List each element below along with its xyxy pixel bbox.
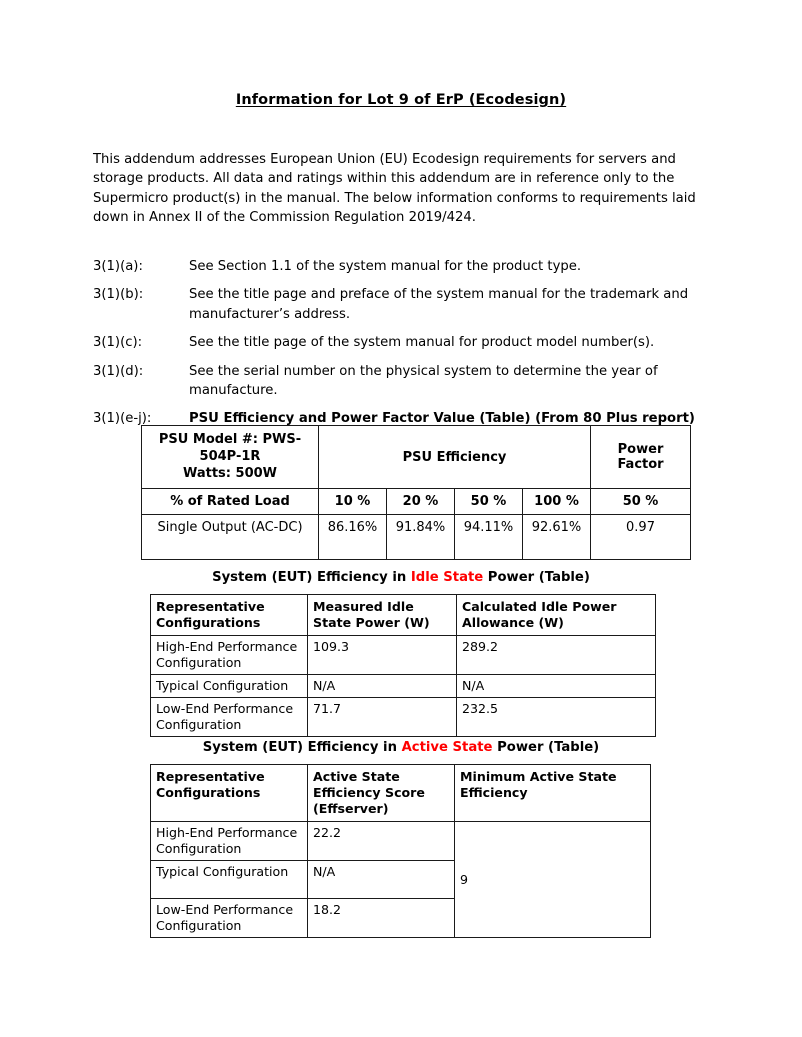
clause-row [93,257,713,276]
clause-text: PSU Efficiency and Power Factor Value (Table) (From 80 Plus report) [189,411,695,427]
table-header-row [151,595,656,636]
table-row [151,822,651,861]
intro-paragraph: This addendum addresses European Union (EU) Ecodesign requirements for servers and storage products. All data and ratings within this addendum are in reference only to the Supermicro product(s) in the manual. The below information conforms to requirements laid down in Annex II of the Commission Regulation 2019/424. [93,152,696,226]
psu-efficiency-50: 94.11% [455,515,523,560]
active-score-typical: N/A [308,861,455,899]
idle-state-table [150,594,656,737]
psu-efficiency-100: 92.61% [523,515,591,560]
idle-allowance-high-end: 289.2 [457,636,656,675]
active-score-high-end: 22.2 [308,822,455,861]
active-state-heading [0,740,802,755]
idle-config-high-end: High-End Performance Configuration [151,636,308,675]
table-header-row [151,765,651,822]
clause-label: 3(1)(a): [93,259,143,274]
psu-row-label: Single Output (AC-DC) [142,515,319,560]
clause-label: 3(1)(e-j): [93,411,152,427]
idle-measured-typical: N/A [308,675,457,698]
clause-label: 3(1)(d): [93,363,144,379]
active-heading-prefix: System (EUT) Efficiency in [202,740,402,755]
table-row [142,426,691,489]
psu-efficiency-20: 91.84% [387,515,455,560]
clause-text: See the title page and preface of the system manual for the trademark and manufacturer’s address. [189,287,689,322]
idle-measured-high-end: 109.3 [308,636,457,675]
active-state-table [150,764,651,938]
active-header-minimum: Minimum Active State Efficiency [455,765,651,822]
active-config-typical: Typical Configuration [151,861,308,899]
page-title [0,92,802,108]
psu-efficiency-header: PSU Efficiency [319,426,591,489]
active-header-config: Representative Configurations [151,765,308,822]
clause-row [93,362,713,401]
clause-label: 3(1)(b): [93,287,144,303]
psu-efficiency-10: 86.16% [319,515,387,560]
active-header-score: Active State Efficiency Score (Effserver) [308,765,455,822]
idle-measured-low-end: 71.7 [308,698,457,737]
idle-header-measured: Measured Idle State Power (W) [308,595,457,636]
clause-row [93,285,713,324]
idle-state-heading [0,570,802,585]
psu-model-line1: PSU Model #: PWS-504P-1R [158,432,302,464]
active-config-high-end: High-End Performance Configuration [151,822,308,861]
idle-heading-suffix: Power (Table) [483,570,590,585]
clause-label: 3(1)(c): [93,335,143,351]
idle-header-allowance: Calculated Idle Power Allowance (W) [457,595,656,636]
idle-heading-prefix: System (EUT) Efficiency in [212,570,411,585]
idle-allowance-typical: N/A [457,675,656,698]
idle-config-low-end: Low-End Performance Configuration [151,698,308,737]
active-heading-suffix: Power (Table) [492,740,600,755]
table-row [151,698,656,737]
load-point-100: 100 % [523,489,591,515]
active-heading-highlight: Active State [401,740,493,755]
clause-list [93,257,713,438]
rated-load-label: % of Rated Load [142,489,319,515]
clause-row [93,333,713,352]
clause-text: See the title page of the system manual for product model number(s). [189,335,655,351]
active-config-low-end: Low-End Performance Configuration [151,899,308,938]
clause-text: See the serial number on the physical system to determine the year of manufacture. [189,363,658,399]
psu-model-cell [142,426,319,489]
psu-power-factor-value: 0.97 [591,515,691,560]
active-score-low-end: 18.2 [308,899,455,938]
table-row [142,515,691,560]
idle-config-typical: Typical Configuration [151,675,308,698]
clause-text: See Section 1.1 of the system manual for the product type. [189,259,582,274]
active-minimum-efficiency-value: 9 [455,822,651,938]
power-factor-load: 50 % [591,489,691,515]
load-point-20: 20 % [387,489,455,515]
idle-heading-highlight: Idle State [410,570,484,585]
load-point-10: 10 % [319,489,387,515]
table-row [151,675,656,698]
psu-efficiency-table [141,425,691,560]
idle-header-config: Representative Configurations [151,595,308,636]
psu-model-line2: Watts: 500W [182,466,277,481]
page-title-text: Information for Lot 9 of ErP (Ecodesign) [235,92,567,108]
idle-allowance-low-end: 232.5 [457,698,656,737]
table-row [142,489,691,515]
load-point-50: 50 % [455,489,523,515]
table-row [151,636,656,675]
psu-power-factor-header: Power Factor [591,426,691,489]
